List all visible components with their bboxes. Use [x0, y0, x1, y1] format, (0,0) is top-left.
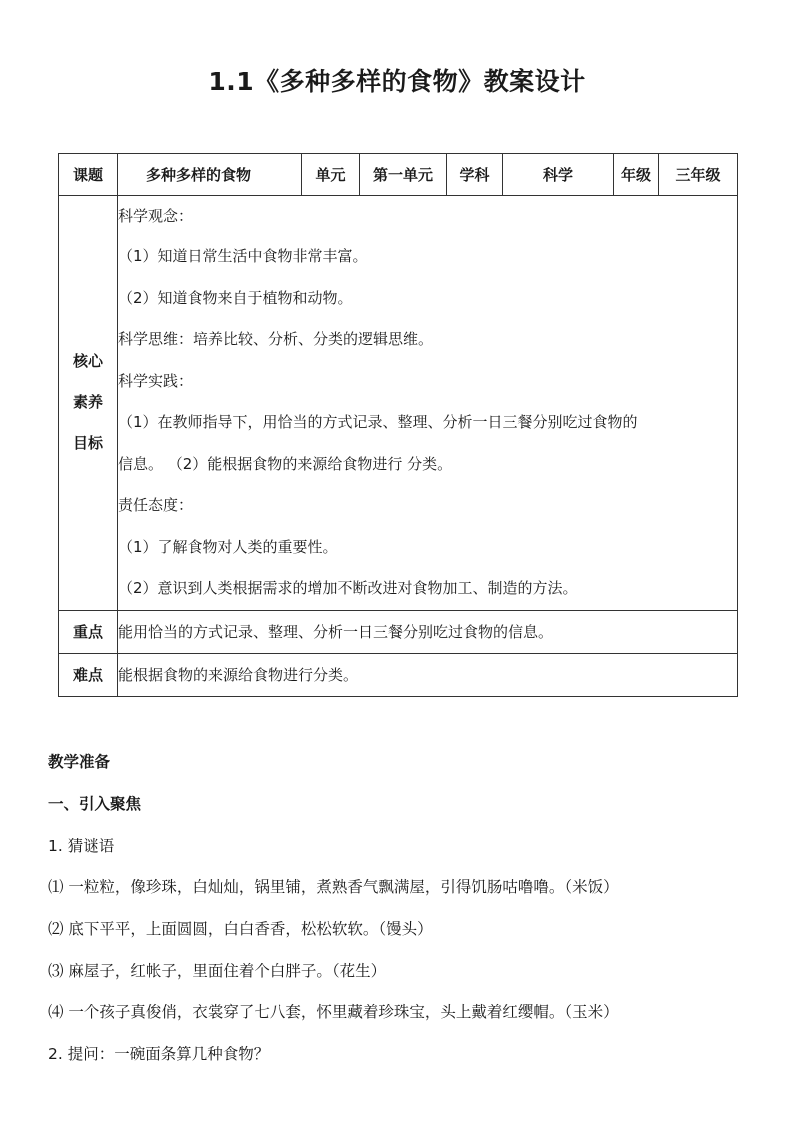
riddle-item: ⑵ 底下平平，上面圆圆，白白香香，松松软软。（馒头） [48, 920, 433, 938]
core-goals-label: 核心 素养 目标 [59, 196, 118, 611]
unit-label: 单元 [302, 154, 360, 196]
core-line: （1）知道日常生活中食物非常丰富。 [118, 247, 368, 265]
core-line: （2）意识到人类根据需求的增加不断改进对食物加工、制造的方法。 [118, 579, 578, 597]
table-header-row [59, 154, 738, 196]
grade-value: 三年级 [659, 154, 738, 196]
riddle-item: ⑶ 麻屋子，红帐子，里面住着个白胖子。（花生） [48, 962, 387, 980]
unit-value: 第一单元 [360, 154, 447, 196]
core-line: 科学观念： [118, 207, 194, 225]
grade-label: 年级 [614, 154, 659, 196]
riddle-item: ⑴ 一粒粒，像珍珠，白灿灿，锅里铺，煮熟香气飘满屋，引得饥肠咕噜噜。（米饭） [48, 878, 619, 896]
list-item: 1. 猜谜语 [48, 837, 115, 855]
document-title: 1.1《多种多样的食物》教案设计 [208, 67, 586, 96]
key-point-text: 能用恰当的方式记录、整理、分析一日三餐分别吃过食物的信息。 [118, 610, 738, 653]
riddle-item: ⑷ 一个孩子真俊俏，衣裳穿了七八套，怀里藏着珍珠宝，头上戴着红缨帽。（玉米） [48, 1003, 619, 1021]
course-label: 课题 [59, 154, 118, 196]
course-value: 多种多样的食物 [118, 154, 302, 196]
section-heading: 一、引入聚焦 [48, 795, 142, 813]
subject-value: 科学 [503, 154, 614, 196]
lesson-info-table [58, 153, 738, 697]
core-line: （1）在教师指导下，用恰当的方式记录、整理、分析一日三餐分别吃过食物的 [118, 413, 638, 431]
core-goals-row [59, 196, 738, 611]
core-line: 科学思维：培养比较、分析、分类的逻辑思维。 [118, 330, 434, 348]
prep-heading: 教学准备 [48, 753, 111, 771]
core-line: （1）了解食物对人类的重要性。 [118, 537, 338, 556]
key-point-label: 重点 [59, 610, 118, 653]
subject-label: 学科 [447, 154, 503, 196]
list-item: 2. 提问：一碗面条算几种食物？ [48, 1045, 270, 1063]
core-line: 责任态度： [118, 496, 194, 514]
key-point-row [59, 610, 738, 653]
core-goals-content [118, 196, 738, 611]
core-line: 科学实践： [118, 371, 194, 390]
core-line: （2）知道食物来自于植物和动物。 [118, 288, 353, 307]
core-line: 信息。 （2）能根据食物的来源给食物进行 分类。 [118, 454, 453, 473]
difficulty-label: 难点 [59, 653, 118, 696]
difficulty-text: 能根据食物的来源给食物进行分类。 [118, 653, 738, 696]
difficulty-row [59, 653, 738, 696]
